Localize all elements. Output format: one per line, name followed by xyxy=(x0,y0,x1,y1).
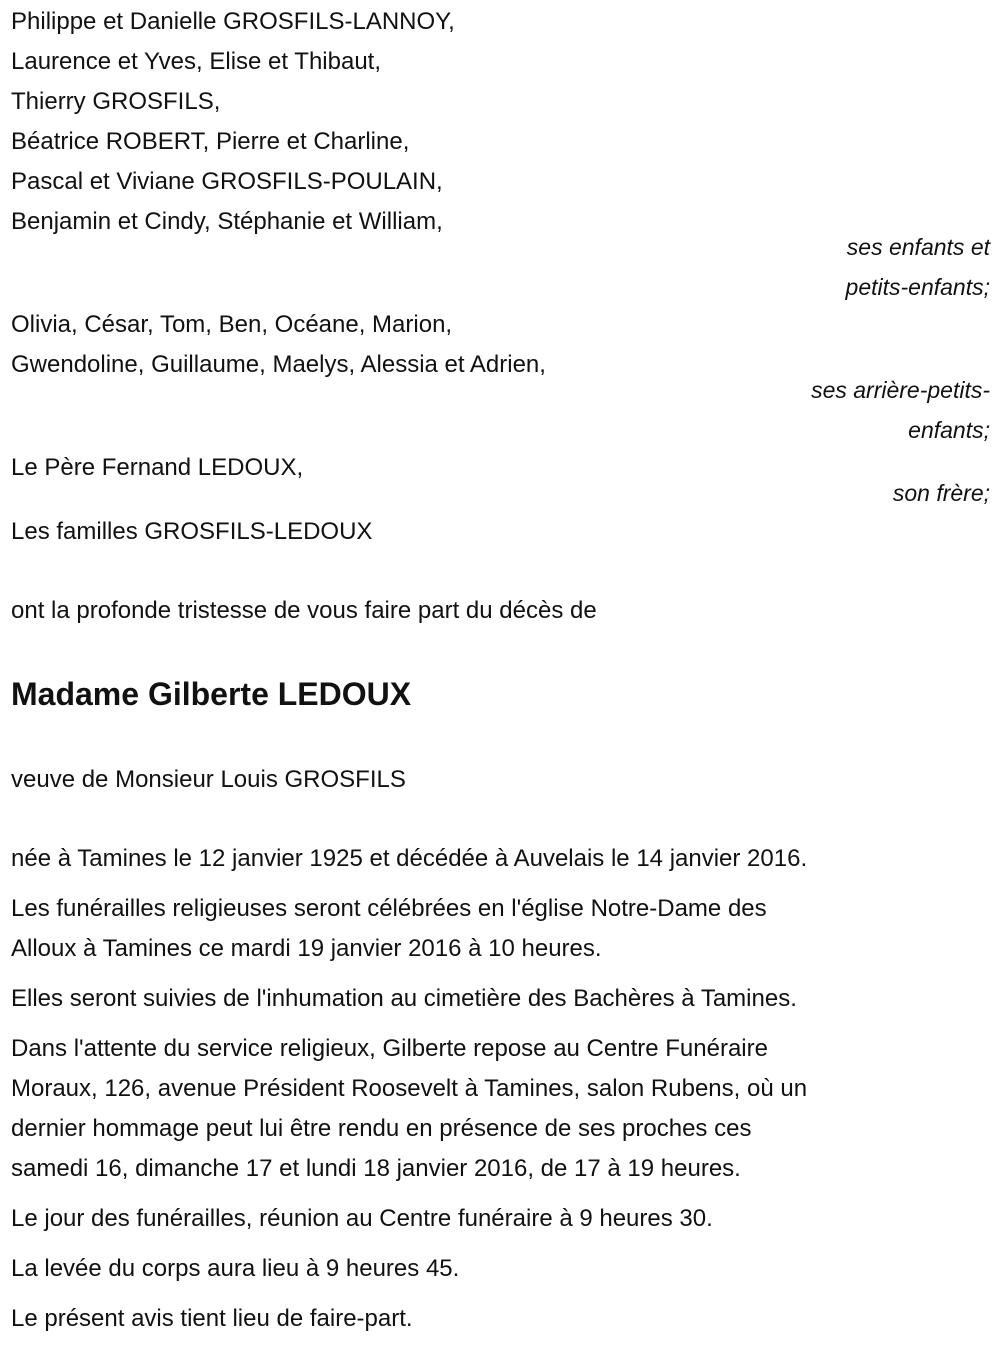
detail-line: Le présent avis tient lieu de faire-part. xyxy=(11,1305,413,1332)
detail-line: Moraux, 126, avenue Président Roosevelt à Tamines, salon Rubens, où un xyxy=(11,1075,808,1102)
great-grandchildren-role: enfants; xyxy=(908,417,990,443)
brother-role: son frère; xyxy=(892,480,990,506)
detail-line: née à Tamines le 12 janvier 1925 et décédée à Auvelais le 14 janvier 2016. xyxy=(11,845,808,872)
children-role: ses enfants et xyxy=(846,234,990,260)
announcement: ont la profonde tristesse de vous faire part du décès de xyxy=(11,597,597,624)
deceased-name: Madame Gilberte LEDOUX xyxy=(11,676,412,712)
detail-line: La levée du corps aura lieu à 9 heures 45. xyxy=(11,1255,460,1282)
family-line: Philippe et Danielle GROSFILS-LANNOY, xyxy=(11,8,455,35)
widow-of: veuve de Monsieur Louis GROSFILS xyxy=(11,766,406,793)
family-line: Olivia, César, Tom, Ben, Océane, Marion, xyxy=(11,311,453,338)
families-line: Les familles GROSFILS-LEDOUX xyxy=(11,518,373,545)
detail-line: dernier hommage peut lui être rendu en présence de ses proches ces xyxy=(11,1115,752,1142)
detail-line: Dans l'attente du service religieux, Gilberte repose au Centre Funéraire xyxy=(11,1035,768,1062)
family-line: Benjamin et Cindy, Stéphanie et William, xyxy=(11,208,443,235)
detail-line: Les funérailles religieuses seront célébrées en l'église Notre-Dame des xyxy=(11,895,767,922)
family-line: Laurence et Yves, Elise et Thibaut, xyxy=(11,48,382,75)
brother-line: Le Père Fernand LEDOUX, xyxy=(11,454,304,481)
children-role: petits-enfants; xyxy=(845,274,990,300)
family-line: Gwendoline, Guillaume, Maelys, Alessia et Adrien, xyxy=(11,351,546,378)
family-line: Thierry GROSFILS, xyxy=(11,88,221,115)
detail-line: Le jour des funérailles, réunion au Centre funéraire à 9 heures 30. xyxy=(11,1205,713,1232)
family-line: Béatrice ROBERT, Pierre et Charline, xyxy=(11,128,410,155)
detail-line: Elles seront suivies de l'inhumation au cimetière des Bachères à Tamines. xyxy=(11,985,797,1012)
detail-line: Alloux à Tamines ce mardi 19 janvier 2016 à 10 heures. xyxy=(11,935,602,962)
family-line: Pascal et Viviane GROSFILS-POULAIN, xyxy=(11,168,443,195)
detail-line: samedi 16, dimanche 17 et lundi 18 janvier 2016, de 17 à 19 heures. xyxy=(11,1155,741,1182)
great-grandchildren-role: ses arrière-petits- xyxy=(811,377,990,403)
